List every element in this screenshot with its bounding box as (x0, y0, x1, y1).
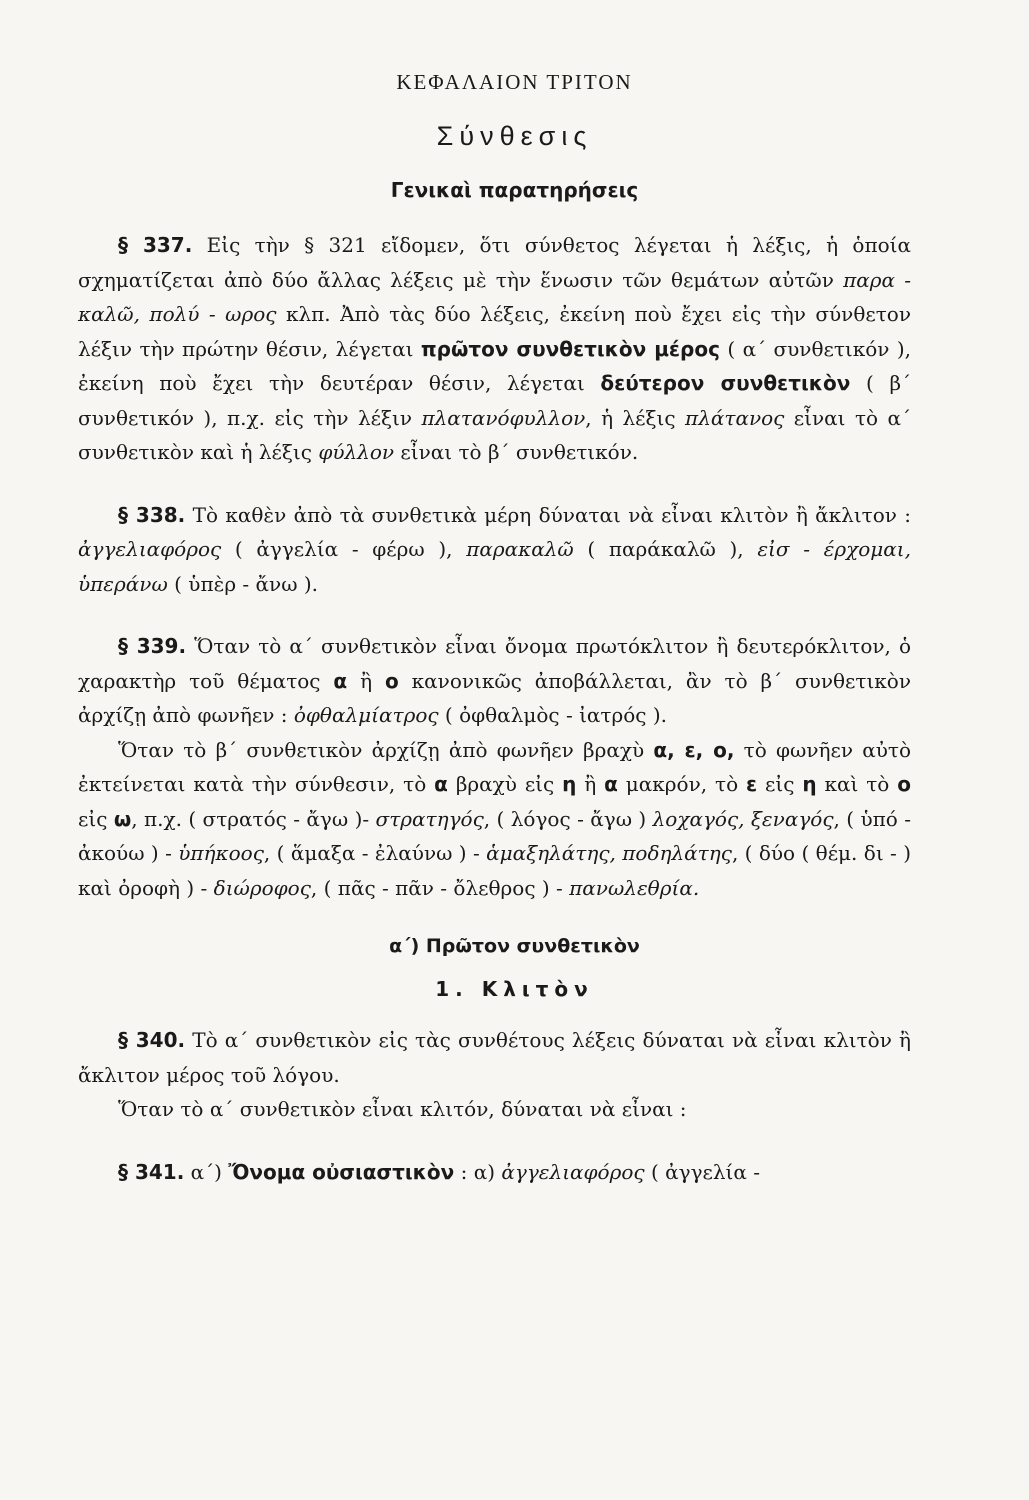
heading-inflected: 1. Κλιτὸν (435, 977, 594, 1001)
paragraph-341: § 341. α΄) Ὄνομα οὐσιαστικὸν : α) ἀγγελιαφόρος ( ἀγγελία - (118, 1159, 761, 1184)
chapter-title: ΚΕΦΑΛΑΙΟΝ ΤΡΙΤΟΝ (396, 70, 633, 94)
paragraph-339-continued: Ὅταν τὸ β΄ συνθετικὸν ἀρχίζῃ ἀπὸ φωνῆεν βραχὺ α, ε, ο, τὸ φωνῆεν αὐτὸ ἐκτείνεται κατὰ τὴν σύνθεσιν, τὸ α βραχὺ εἰς η ἢ α μακρόν, τὸ ε εἰς η καὶ τὸ ο εἰς ω, π.χ. ( στρατός - ἄγω )- στρατηγός, ( λόγος - ἄγω ) λοχαγός, ξεναγός, ( ὑπό - ἀκούω ) - ὑπήκοος, ( ἅμαξα - ἐλαύνω ) - ἁμαξηλάτης, ποδηλάτης, ( δύο ( θέμ. δι - ) καὶ ὀροφὴ ) - διώροφος, ( πᾶς - πᾶν - ὄλεθρος ) - πανωλεθρία. (78, 737, 911, 900)
paragraph-338: § 338. Τὸ καθὲν ἀπὸ τὰ συνθετικὰ μέρη δύναται νὰ εἶναι κλιτὸν ἢ ἄκλιτον : ἀγγελιαφόρος ( ἀγγελία - φέρω ), παρακαλῶ ( παράκαλῶ ), εἰσ - έρχομαι, ὑπεράνω ( ὑπὲρ - ἄνω ). (78, 502, 912, 596)
heading-first-component: α΄) Πρῶτον συνθετικὸν (389, 935, 640, 957)
section-number: § 337. (118, 233, 193, 257)
section-number: § 338. (118, 502, 186, 527)
section-number: § 340. (118, 1028, 186, 1052)
section-number: § 339. (118, 634, 187, 658)
section-title: Σύνθεσις (436, 121, 593, 151)
paragraph-340-continued: Ὅταν τὸ α΄ συνθετικὸν εἶναι κλιτόν, δύναται νὰ εἶναι : (118, 1097, 687, 1121)
paragraph-340: § 340. Τὸ α΄ συνθετικὸν εἰς τὰς συνθέτους λέξεις δύναται νὰ εἶναι κλιτὸν ἢ ἄκλιτον μέρος τοῦ λόγου. (78, 1028, 911, 1087)
section-number: § 341. (118, 1159, 185, 1184)
paragraph-339: § 339. Ὅταν τὸ α΄ συνθετικὸν εἶναι ὄνομα πρωτόκλιτον ἢ δευτερόκλιτον, ὁ χαρακτὴρ τοῦ θέματος α ἢ ο κανονικῶς ἀποβάλλεται, ἂν τὸ β΄ συνθετικὸν ἀρχίζῃ ἀπὸ φωνῆεν : ὀφθαλμίατρος ( ὀφθαλμὸς - ἰατρός ). (78, 634, 911, 727)
subsection-title: Γενικαὶ παρατηρήσεις (390, 178, 639, 202)
paragraph-337: § 337. Εἰς τὴν § 321 εἴδομεν, ὅτι σύνθετος λέγεται ἡ λέξις, ἡ ὁποία σχηματίζεται ἀπὸ δύο ἄλλας λέξεις μὲ τὴν ἕνωσιν τῶν θεμάτων αὐτῶν παρα - καλῶ, πολύ - ωρος κλπ. Ἀπὸ τὰς δύο λέξεις, ἐκείνη ποὺ ἔχει εἰς τὴν σύνθετον λέξιν τὴν πρώτην θέσιν, λέγεται πρῶτον συνθετικὸν μέρος ( α΄ συνθετικόν ), ἐκείνη ποὺ ἔχει τὴν δευτέραν θέσιν, λέγεται δεύτερον συνθετικὸν ( β΄ συνθετικόν ), π.χ. εἰς τὴν λέξιν πλατανόφυλλον, ἡ λέξις πλάτανος εἶναι τὸ α΄ συνθετικὸν καὶ ἡ λέξις φύλλον εἶναι τὸ β΄ συνθετικόν. (78, 233, 912, 464)
